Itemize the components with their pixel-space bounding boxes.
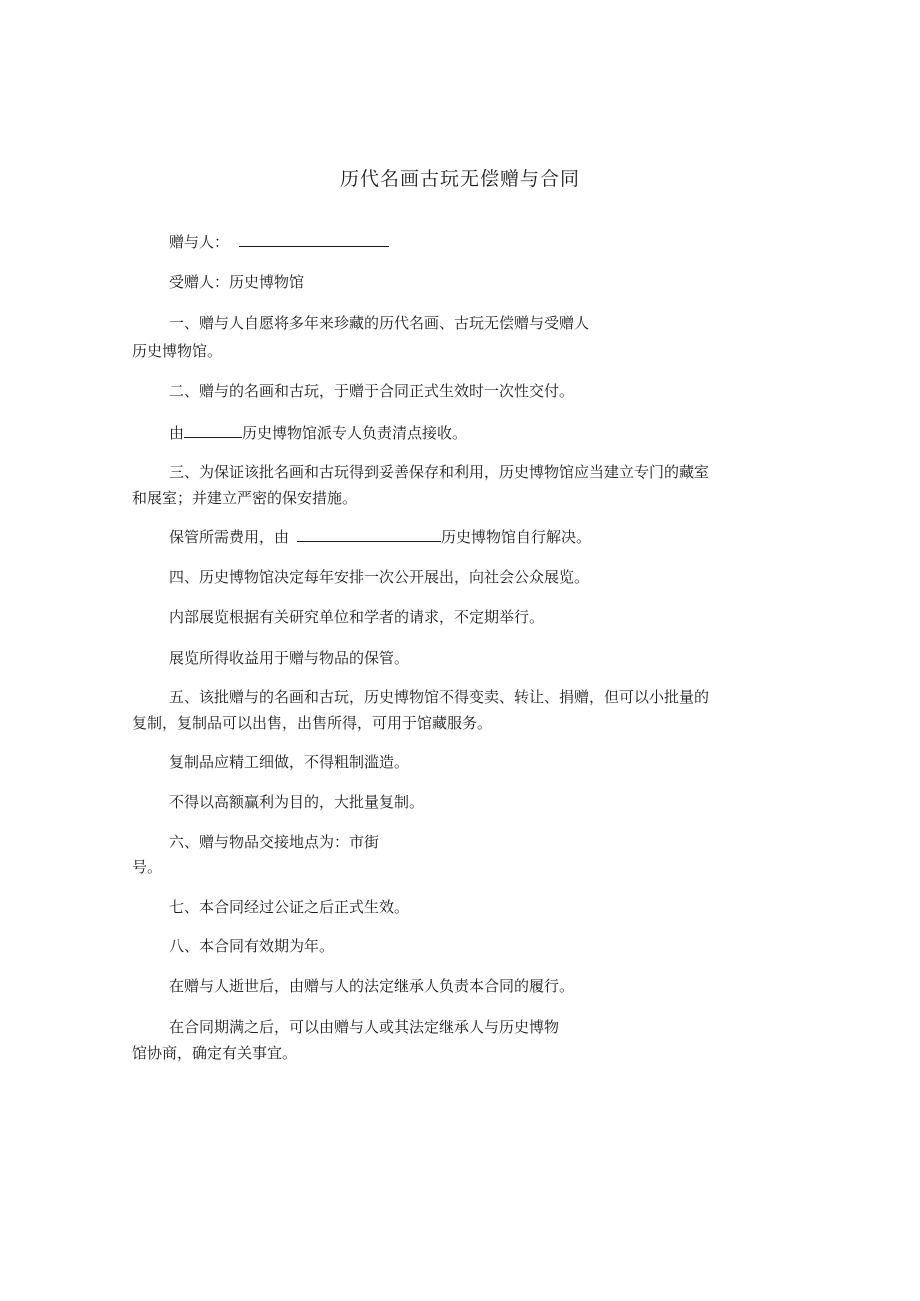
article-5-no-mass-copy: 不得以高额赢利为目的，大批量复制。 — [169, 793, 425, 811]
article-1-line-2: 历史博物馆。 — [132, 342, 223, 360]
article-8-heirs: 在赠与人逝世后，由赠与人的法定继承人负责本合同的履行。 — [169, 977, 575, 995]
donor-name-blank[interactable] — [239, 229, 389, 247]
article-5-line-2: 复制，复制品可以出售，出售所得，可用于馆藏服务。 — [132, 714, 493, 732]
article-6-line-1: 六、赠与物品交接地点为：市街 — [169, 833, 380, 851]
article-5-line-1: 五、该批赠与的名画和古玩，历史博物馆不得变卖、转让、捐赠，但可以小批量的 — [169, 688, 710, 706]
article-2: 二、赠与的名画和古玩，于赠于合同正式生效时一次性交付。 — [169, 382, 575, 400]
article-6-line-2: 号。 — [132, 858, 163, 876]
article-8-expiry-line-1: 在合同期满之后，可以由赠与人或其法定继承人与历史博物 — [169, 1018, 560, 1036]
article-2-suffix: 历史博物馆派专人负责清点接收。 — [242, 424, 468, 442]
article-4-internal-exhibition: 内部展览根据有关研究单位和学者的请求，不定期举行。 — [169, 608, 545, 626]
article-2-receiver-line — [132, 420, 829, 445]
article-4-proceeds: 展览所得收益用于赠与物品的保管。 — [169, 649, 410, 667]
article-3-cost-suffix: 历史博物馆自行解决。 — [441, 528, 592, 546]
article-3-line-2: 和展室；并建立严密的保安措施。 — [132, 489, 358, 507]
donor-label: 赠与人： — [169, 233, 230, 251]
receiver-blank[interactable] — [184, 420, 242, 438]
article-7: 七、本合同经过公证之后正式生效。 — [169, 898, 410, 916]
article-3-cost-prefix: 保管所需费用，由 — [169, 528, 290, 546]
article-3-line-1: 三、为保证该批名画和古玩得到妥善保存和利用，历史博物馆应当建立专门的藏室 — [169, 463, 710, 481]
donor-line — [132, 229, 829, 254]
article-1-line-1: 一、赠与人自愿将多年来珍藏的历代名画、古玩无偿赠与受赠人 — [169, 314, 590, 332]
article-2-prefix: 由 — [169, 424, 185, 442]
cost-bearer-blank[interactable] — [297, 524, 441, 542]
article-4: 四、历史博物馆决定每年安排一次公开展出，向社会公众展览。 — [169, 568, 590, 586]
donee-line: 受赠人：历史博物馆 — [169, 273, 305, 291]
article-8: 八、本合同有效期为年。 — [169, 937, 335, 955]
document-title: 历代名画古玩无偿赠与合同 — [339, 168, 580, 190]
article-3-cost-line — [132, 524, 829, 549]
article-8-expiry-line-2: 馆协商，确定有关事宜。 — [132, 1044, 298, 1062]
article-5-quality: 复制品应精工细做，不得粗制滥造。 — [169, 753, 410, 771]
